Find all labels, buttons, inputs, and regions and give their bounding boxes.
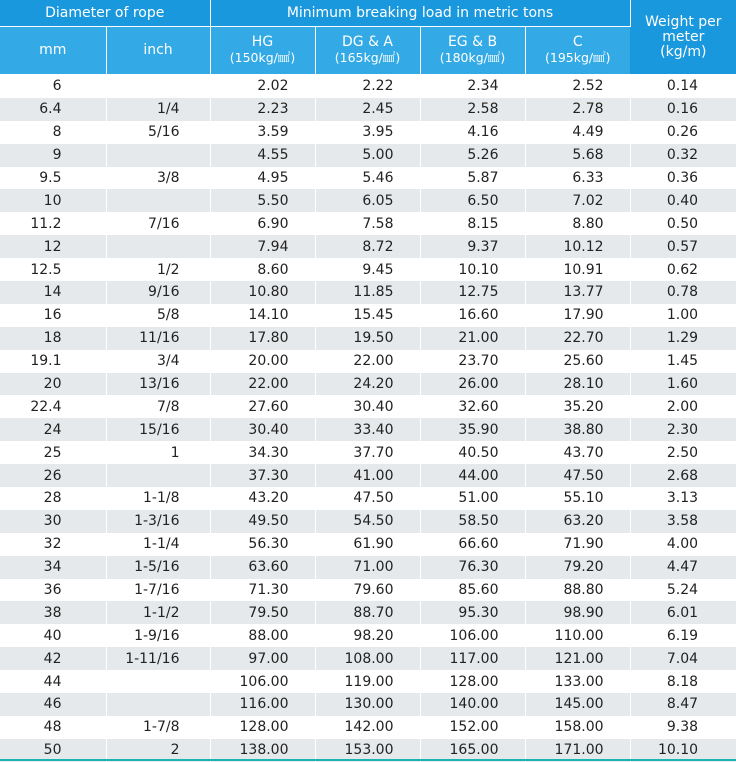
cell-eg-b: 106.00 — [420, 624, 525, 647]
cell-mm: 48 — [0, 716, 106, 739]
weight-header-line3: (kg/m) — [660, 43, 707, 60]
cell-inch: 5/16 — [106, 121, 210, 144]
load-group-header: Minimum breaking load in metric tons — [210, 0, 630, 27]
table-row — [0, 373, 736, 396]
cell-c: 28.10 — [525, 373, 630, 396]
cell-inch: 1-1/2 — [106, 601, 210, 624]
cell-eg-b: 4.16 — [420, 121, 525, 144]
grade-unit: (150kg/㎟) — [229, 50, 296, 65]
cell-c: 8.80 — [525, 212, 630, 235]
cell-weight: 0.40 — [630, 189, 736, 212]
weight-header-line2: meter — [662, 28, 705, 45]
cell-inch: 1-5/16 — [106, 556, 210, 579]
cell-c: 5.68 — [525, 144, 630, 167]
cell-mm: 9.5 — [0, 167, 106, 190]
cell-weight: 7.04 — [630, 647, 736, 670]
cell-hg: 6.90 — [210, 212, 315, 235]
cell-inch: 1-1/8 — [106, 487, 210, 510]
cell-weight: 8.47 — [630, 693, 736, 716]
cell-mm: 40 — [0, 624, 106, 647]
cell-inch — [106, 693, 210, 716]
cell-hg: 4.55 — [210, 144, 315, 167]
grade-header-hg — [210, 27, 315, 75]
cell-inch: 1-7/16 — [106, 579, 210, 602]
table-row — [0, 533, 736, 556]
cell-inch: 1-7/8 — [106, 716, 210, 739]
cell-inch: 11/16 — [106, 327, 210, 350]
cell-c: 25.60 — [525, 350, 630, 373]
cell-inch — [106, 464, 210, 487]
cell-inch: 3/8 — [106, 167, 210, 190]
table-header — [0, 0, 736, 75]
cell-eg-b: 44.00 — [420, 464, 525, 487]
cell-c: 4.49 — [525, 121, 630, 144]
cell-mm: 50 — [0, 739, 106, 762]
cell-dg-a: 8.72 — [315, 235, 420, 258]
table-row — [0, 258, 736, 281]
cell-eg-b: 26.00 — [420, 373, 525, 396]
cell-eg-b: 16.60 — [420, 304, 525, 327]
table-row — [0, 647, 736, 670]
cell-dg-a: 71.00 — [315, 556, 420, 579]
cell-c: 145.00 — [525, 693, 630, 716]
cell-hg: 4.95 — [210, 167, 315, 190]
cell-eg-b: 23.70 — [420, 350, 525, 373]
grade-name: DG & A — [341, 34, 394, 50]
cell-c: 13.77 — [525, 281, 630, 304]
cell-c: 110.00 — [525, 624, 630, 647]
table-row — [0, 510, 736, 533]
cell-dg-a: 5.00 — [315, 144, 420, 167]
table-row — [0, 350, 736, 373]
cell-eg-b: 85.60 — [420, 579, 525, 602]
cell-c: 98.90 — [525, 601, 630, 624]
cell-c: 17.90 — [525, 304, 630, 327]
cell-c: 35.20 — [525, 395, 630, 418]
grade-header-c — [525, 27, 630, 75]
cell-weight: 4.00 — [630, 533, 736, 556]
cell-hg: 37.30 — [210, 464, 315, 487]
cell-inch: 1/2 — [106, 258, 210, 281]
cell-eg-b: 8.15 — [420, 212, 525, 235]
cell-c: 121.00 — [525, 647, 630, 670]
grade-header-eg-b — [420, 27, 525, 75]
cell-c: 158.00 — [525, 716, 630, 739]
cell-eg-b: 66.60 — [420, 533, 525, 556]
cell-weight: 5.24 — [630, 579, 736, 602]
cell-mm: 19.1 — [0, 350, 106, 373]
cell-hg: 5.50 — [210, 189, 315, 212]
table-row — [0, 601, 736, 624]
cell-hg: 3.59 — [210, 121, 315, 144]
cell-inch: 1 — [106, 441, 210, 464]
table-row — [0, 189, 736, 212]
cell-mm: 28 — [0, 487, 106, 510]
cell-weight: 0.32 — [630, 144, 736, 167]
weight-header-line1: Weight per — [645, 13, 722, 30]
cell-eg-b: 58.50 — [420, 510, 525, 533]
cell-c: 6.33 — [525, 167, 630, 190]
cell-c: 2.52 — [525, 75, 630, 98]
table-row — [0, 395, 736, 418]
cell-weight: 2.30 — [630, 418, 736, 441]
cell-inch: 7/8 — [106, 395, 210, 418]
cell-dg-a: 3.95 — [315, 121, 420, 144]
cell-inch: 7/16 — [106, 212, 210, 235]
cell-eg-b: 76.30 — [420, 556, 525, 579]
cell-mm: 10 — [0, 189, 106, 212]
cell-hg: 49.50 — [210, 510, 315, 533]
cell-dg-a: 7.58 — [315, 212, 420, 235]
cell-eg-b: 10.10 — [420, 258, 525, 281]
cell-c: 63.20 — [525, 510, 630, 533]
cell-eg-b: 128.00 — [420, 670, 525, 693]
cell-dg-a: 108.00 — [315, 647, 420, 670]
table-row — [0, 670, 736, 693]
cell-dg-a: 5.46 — [315, 167, 420, 190]
cell-weight: 0.50 — [630, 212, 736, 235]
cell-hg: 27.60 — [210, 395, 315, 418]
cell-hg: 8.60 — [210, 258, 315, 281]
cell-c: 47.50 — [525, 464, 630, 487]
table-row — [0, 693, 736, 716]
cell-inch: 15/16 — [106, 418, 210, 441]
table-row — [0, 418, 736, 441]
cell-hg: 128.00 — [210, 716, 315, 739]
cell-weight: 3.58 — [630, 510, 736, 533]
cell-c: 71.90 — [525, 533, 630, 556]
cell-mm: 44 — [0, 670, 106, 693]
table-row — [0, 144, 736, 167]
cell-hg: 63.60 — [210, 556, 315, 579]
cell-hg: 22.00 — [210, 373, 315, 396]
cell-dg-a: 11.85 — [315, 281, 420, 304]
cell-inch: 1-9/16 — [106, 624, 210, 647]
cell-inch: 1/4 — [106, 98, 210, 121]
cell-weight: 1.60 — [630, 373, 736, 396]
cell-hg: 34.30 — [210, 441, 315, 464]
cell-inch — [106, 670, 210, 693]
cell-eg-b: 95.30 — [420, 601, 525, 624]
cell-eg-b: 152.00 — [420, 716, 525, 739]
cell-dg-a: 61.90 — [315, 533, 420, 556]
cell-weight: 9.38 — [630, 716, 736, 739]
inch-header: inch — [106, 27, 210, 75]
cell-eg-b: 6.50 — [420, 189, 525, 212]
cell-mm: 12.5 — [0, 258, 106, 281]
cell-inch: 1-3/16 — [106, 510, 210, 533]
cell-hg: 7.94 — [210, 235, 315, 258]
cell-c: 7.02 — [525, 189, 630, 212]
cell-hg: 43.20 — [210, 487, 315, 510]
cell-weight: 8.18 — [630, 670, 736, 693]
cell-eg-b: 5.87 — [420, 167, 525, 190]
table-row — [0, 487, 736, 510]
cell-mm: 26 — [0, 464, 106, 487]
cell-dg-a: 130.00 — [315, 693, 420, 716]
cell-weight: 0.36 — [630, 167, 736, 190]
cell-mm: 25 — [0, 441, 106, 464]
cell-weight: 10.10 — [630, 739, 736, 762]
cell-c: 55.10 — [525, 487, 630, 510]
cell-hg: 2.02 — [210, 75, 315, 98]
cell-weight: 2.68 — [630, 464, 736, 487]
table-row — [0, 98, 736, 121]
cell-weight: 2.00 — [630, 395, 736, 418]
cell-weight: 6.19 — [630, 624, 736, 647]
cell-c: 2.78 — [525, 98, 630, 121]
cell-dg-a: 79.60 — [315, 579, 420, 602]
cell-hg: 97.00 — [210, 647, 315, 670]
cell-weight: 0.57 — [630, 235, 736, 258]
cell-dg-a: 33.40 — [315, 418, 420, 441]
cell-c: 10.12 — [525, 235, 630, 258]
cell-weight: 0.26 — [630, 121, 736, 144]
cell-inch — [106, 235, 210, 258]
cell-dg-a: 142.00 — [315, 716, 420, 739]
cell-inch: 3/4 — [106, 350, 210, 373]
cell-dg-a: 2.45 — [315, 98, 420, 121]
cell-weight: 1.29 — [630, 327, 736, 350]
cell-mm: 38 — [0, 601, 106, 624]
cell-hg: 71.30 — [210, 579, 315, 602]
cell-dg-a: 24.20 — [315, 373, 420, 396]
cell-inch: 1-1/4 — [106, 533, 210, 556]
table-row — [0, 716, 736, 739]
cell-dg-a: 54.50 — [315, 510, 420, 533]
cell-dg-a: 6.05 — [315, 189, 420, 212]
cell-dg-a: 119.00 — [315, 670, 420, 693]
grade-name: HG — [251, 34, 274, 50]
cell-eg-b: 35.90 — [420, 418, 525, 441]
cell-dg-a: 153.00 — [315, 739, 420, 762]
cell-hg: 56.30 — [210, 533, 315, 556]
cell-weight: 0.78 — [630, 281, 736, 304]
cell-mm: 6.4 — [0, 98, 106, 121]
cell-dg-a: 41.00 — [315, 464, 420, 487]
cell-hg: 10.80 — [210, 281, 315, 304]
table-row — [0, 75, 736, 98]
cell-weight: 1.45 — [630, 350, 736, 373]
cell-dg-a: 47.50 — [315, 487, 420, 510]
cell-hg: 116.00 — [210, 693, 315, 716]
cell-mm: 14 — [0, 281, 106, 304]
cell-eg-b: 2.34 — [420, 75, 525, 98]
grade-name: EG & B — [447, 34, 498, 50]
cell-dg-a: 88.70 — [315, 601, 420, 624]
cell-mm: 22.4 — [0, 395, 106, 418]
cell-weight: 0.62 — [630, 258, 736, 281]
cell-weight: 4.47 — [630, 556, 736, 579]
cell-mm: 42 — [0, 647, 106, 670]
table-row — [0, 304, 736, 327]
weight-header — [630, 0, 736, 75]
cell-eg-b: 40.50 — [420, 441, 525, 464]
cell-mm: 16 — [0, 304, 106, 327]
cell-dg-a: 15.45 — [315, 304, 420, 327]
cell-hg: 20.00 — [210, 350, 315, 373]
grade-unit: (195kg/㎟) — [545, 50, 611, 65]
cell-eg-b: 2.58 — [420, 98, 525, 121]
cell-mm: 18 — [0, 327, 106, 350]
cell-hg: 17.80 — [210, 327, 315, 350]
cell-inch: 1-11/16 — [106, 647, 210, 670]
cell-mm: 34 — [0, 556, 106, 579]
cell-inch: 13/16 — [106, 373, 210, 396]
cell-hg: 79.50 — [210, 601, 315, 624]
diameter-group-header: Diameter of rope — [0, 0, 210, 27]
cell-inch: 2 — [106, 739, 210, 762]
table-row — [0, 167, 736, 190]
cell-dg-a: 98.20 — [315, 624, 420, 647]
cell-eg-b: 21.00 — [420, 327, 525, 350]
cell-dg-a: 9.45 — [315, 258, 420, 281]
cell-mm: 8 — [0, 121, 106, 144]
table-row — [0, 441, 736, 464]
cell-dg-a: 37.70 — [315, 441, 420, 464]
cell-eg-b: 165.00 — [420, 739, 525, 762]
cell-c: 43.70 — [525, 441, 630, 464]
cell-c: 133.00 — [525, 670, 630, 693]
cell-mm: 9 — [0, 144, 106, 167]
cell-eg-b: 9.37 — [420, 235, 525, 258]
cell-c: 10.91 — [525, 258, 630, 281]
cell-dg-a: 22.00 — [315, 350, 420, 373]
cell-mm: 36 — [0, 579, 106, 602]
cell-mm: 11.2 — [0, 212, 106, 235]
grade-name: C — [572, 34, 583, 50]
cell-mm: 20 — [0, 373, 106, 396]
cell-weight: 0.16 — [630, 98, 736, 121]
table-row — [0, 556, 736, 579]
cell-eg-b: 12.75 — [420, 281, 525, 304]
table-row — [0, 235, 736, 258]
table-row — [0, 327, 736, 350]
grade-header-dg-a — [315, 27, 420, 75]
cell-dg-a: 2.22 — [315, 75, 420, 98]
cell-hg: 88.00 — [210, 624, 315, 647]
cell-eg-b: 140.00 — [420, 693, 525, 716]
cell-c: 88.80 — [525, 579, 630, 602]
cell-eg-b: 5.26 — [420, 144, 525, 167]
cell-hg: 106.00 — [210, 670, 315, 693]
cell-inch — [106, 189, 210, 212]
mm-header: mm — [0, 27, 106, 75]
cell-c: 171.00 — [525, 739, 630, 762]
grade-unit: (180kg/㎟) — [439, 50, 506, 65]
cell-inch — [106, 75, 210, 98]
cell-weight: 0.14 — [630, 75, 736, 98]
table-row — [0, 121, 736, 144]
grade-unit: (165kg/㎟) — [334, 50, 401, 65]
cell-weight: 1.00 — [630, 304, 736, 327]
cell-dg-a: 30.40 — [315, 395, 420, 418]
cell-inch: 9/16 — [106, 281, 210, 304]
cell-c: 22.70 — [525, 327, 630, 350]
cell-eg-b: 51.00 — [420, 487, 525, 510]
cell-weight: 3.13 — [630, 487, 736, 510]
table-row — [0, 624, 736, 647]
cell-mm: 24 — [0, 418, 106, 441]
cell-inch — [106, 144, 210, 167]
table-row — [0, 281, 736, 304]
cell-eg-b: 117.00 — [420, 647, 525, 670]
cell-weight: 6.01 — [630, 601, 736, 624]
cell-hg: 30.40 — [210, 418, 315, 441]
cell-mm: 12 — [0, 235, 106, 258]
table-body — [0, 75, 736, 762]
cell-weight: 2.50 — [630, 441, 736, 464]
table-row — [0, 579, 736, 602]
cell-inch: 5/8 — [106, 304, 210, 327]
cell-hg: 138.00 — [210, 739, 315, 762]
cell-c: 79.20 — [525, 556, 630, 579]
table-row — [0, 464, 736, 487]
cell-mm: 32 — [0, 533, 106, 556]
cell-eg-b: 32.60 — [420, 395, 525, 418]
cell-mm: 6 — [0, 75, 106, 98]
cell-hg: 14.10 — [210, 304, 315, 327]
cell-mm: 30 — [0, 510, 106, 533]
cell-dg-a: 19.50 — [315, 327, 420, 350]
cell-mm: 46 — [0, 693, 106, 716]
table-row — [0, 212, 736, 235]
cell-c: 38.80 — [525, 418, 630, 441]
cell-hg: 2.23 — [210, 98, 315, 121]
